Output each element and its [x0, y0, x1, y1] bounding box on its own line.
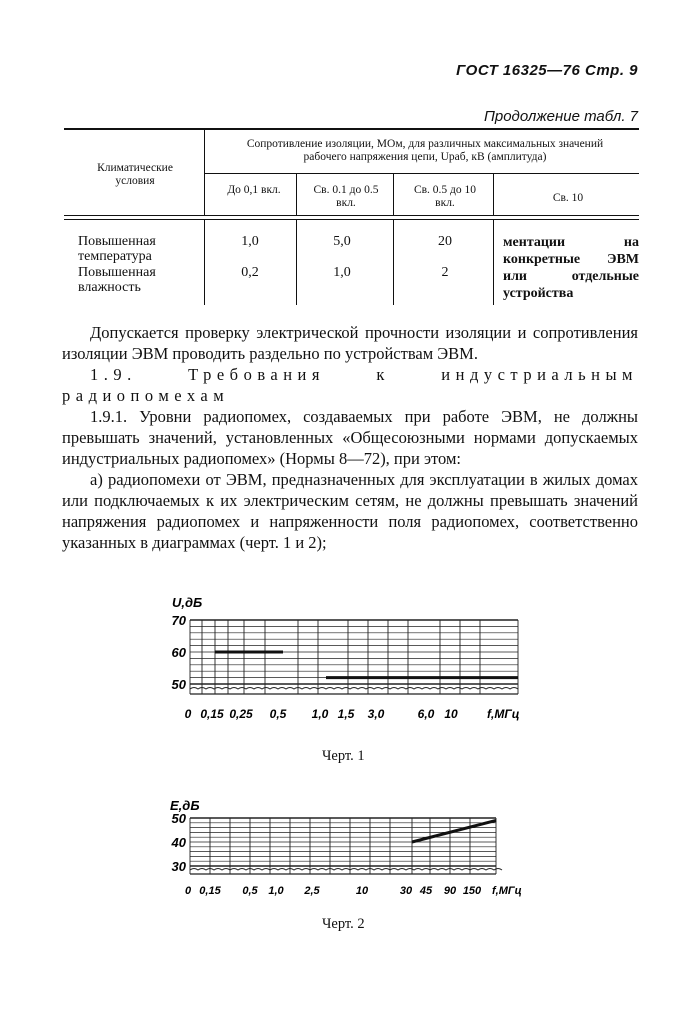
chart-2-ytick-label: 40 — [171, 835, 186, 850]
chart-2-xtick-label: 30 — [399, 885, 413, 897]
chart-1-xtick-label: 0,15 — [200, 707, 224, 721]
chart-1-xtick-label: 1,0 — [311, 707, 329, 721]
chart-1-xtick-label: 0,25 — [229, 707, 253, 721]
chart-1-xtick-label: 3,0 — [367, 707, 385, 721]
table-subheader-2: Св. 0.1 до 0.5 вкл. — [313, 184, 379, 209]
chart-1-ytick-label: 60 — [171, 645, 186, 660]
chart-2-ytick-label: 30 — [171, 859, 186, 874]
table-header-resistance: Сопротивление изоляции, МОм, для различных максимальных значений рабочего напряжения цепи, Uраб, кВ (амплитуда) — [246, 138, 604, 163]
chart-1-xtick-label: 0,5 — [269, 707, 287, 721]
table-row-1-v2: 5,0 — [333, 234, 351, 249]
table-row-2-v1: 0,2 — [241, 265, 259, 280]
chart-1-xtick-label: 0 — [184, 707, 192, 721]
table-row-1-condition: Повышенная температура — [78, 234, 156, 264]
paragraph-1: Допускается проверку электрической прочности изоляции и сопротивления изоляции ЭВМ проводить раздельно по устройствам ЭВМ. — [62, 323, 638, 363]
table-subheader-1: До 0,1 вкл. — [227, 184, 281, 196]
chart-2-xtick-label: 150 — [462, 885, 482, 897]
chart-1-grid — [190, 620, 518, 694]
table-subheader-4: Св. 10 — [552, 192, 584, 204]
table-row-2-v3: 2 — [441, 265, 449, 280]
chart-1 — [150, 595, 550, 745]
chart-2-xtick-label: 10 — [355, 885, 369, 897]
chart-2-ytick-label: 50 — [171, 811, 186, 826]
chart-2-xlabel: f,МГц — [492, 885, 522, 897]
chart-2-xtick-label: 90 — [443, 885, 457, 897]
chart-1-xtick-label: 6,0 — [417, 707, 435, 721]
chart-2-xtick-label: 0,15 — [199, 885, 221, 897]
chart-2-xtick-label: 0 — [184, 885, 192, 897]
section-heading-1-9: 1.9. Требования к индустриальным радиопомехам — [62, 365, 638, 405]
table-header-climate: Климатические условия — [97, 162, 173, 187]
body-text — [62, 322, 638, 553]
chart-1-axis-break — [190, 688, 518, 690]
paragraph-a: а) радиопомехи от ЭВМ, предназначенных для эксплуатации в жилых домах или подключаемых к их электрическим сетям, не должны превышать значений напряжения радиопомех и напряженности поля радиопомех, соответственно указанных в диаграммах (черт. 1 и 2); — [62, 470, 638, 552]
chart-1-ytick-label: 50 — [171, 677, 186, 692]
table-note: ментации на конкретные ЭВМ или отдельные устройства — [503, 235, 639, 301]
table-row-2-condition: Повышенная влажность — [78, 265, 156, 295]
chart-2-series-1 — [412, 820, 496, 842]
chart-2 — [150, 798, 550, 908]
chart-1-ylabel: U,дБ — [172, 595, 203, 610]
chart-1-xtick-label: 10 — [444, 707, 458, 721]
page-header: ГОСТ 16325—76 Стр. 9 — [456, 62, 638, 79]
chart-1-xtick-label: 1,5 — [337, 707, 355, 721]
chart-2-xtick-label: 1,0 — [268, 885, 284, 897]
chart-1-xlabel: f,МГц — [487, 707, 520, 721]
table-subheader-3: Св. 0.5 до 10 вкл. — [413, 184, 477, 209]
chart-1-caption: Черт. 1 — [322, 748, 365, 764]
table-continuation-label: Продолжение табл. 7 — [484, 108, 638, 125]
table-row-2-v2: 1,0 — [333, 265, 351, 280]
chart-2-xtick-label: 2,5 — [304, 885, 320, 897]
chart-2-xtick-label: 0,5 — [242, 885, 258, 897]
paragraph-1-9-1: 1.9.1. Уровни радиопомех, создаваемых при работе ЭВМ, не должны превышать значений, установленных «Общесоюзными нормами допускаемых индустриальных радиопомех» (Нормы 8—72), при этом: — [62, 407, 638, 468]
chart-2-caption: Черт. 2 — [322, 916, 365, 932]
chart-2-axis-break — [190, 869, 502, 871]
table-row-1-v3: 20 — [438, 234, 452, 249]
chart-1-ytick-label: 70 — [171, 613, 186, 628]
chart-2-ylabel: E,дБ — [170, 798, 200, 813]
table-row-1-v1: 1,0 — [241, 234, 259, 249]
chart-2-xtick-label: 45 — [419, 885, 433, 897]
